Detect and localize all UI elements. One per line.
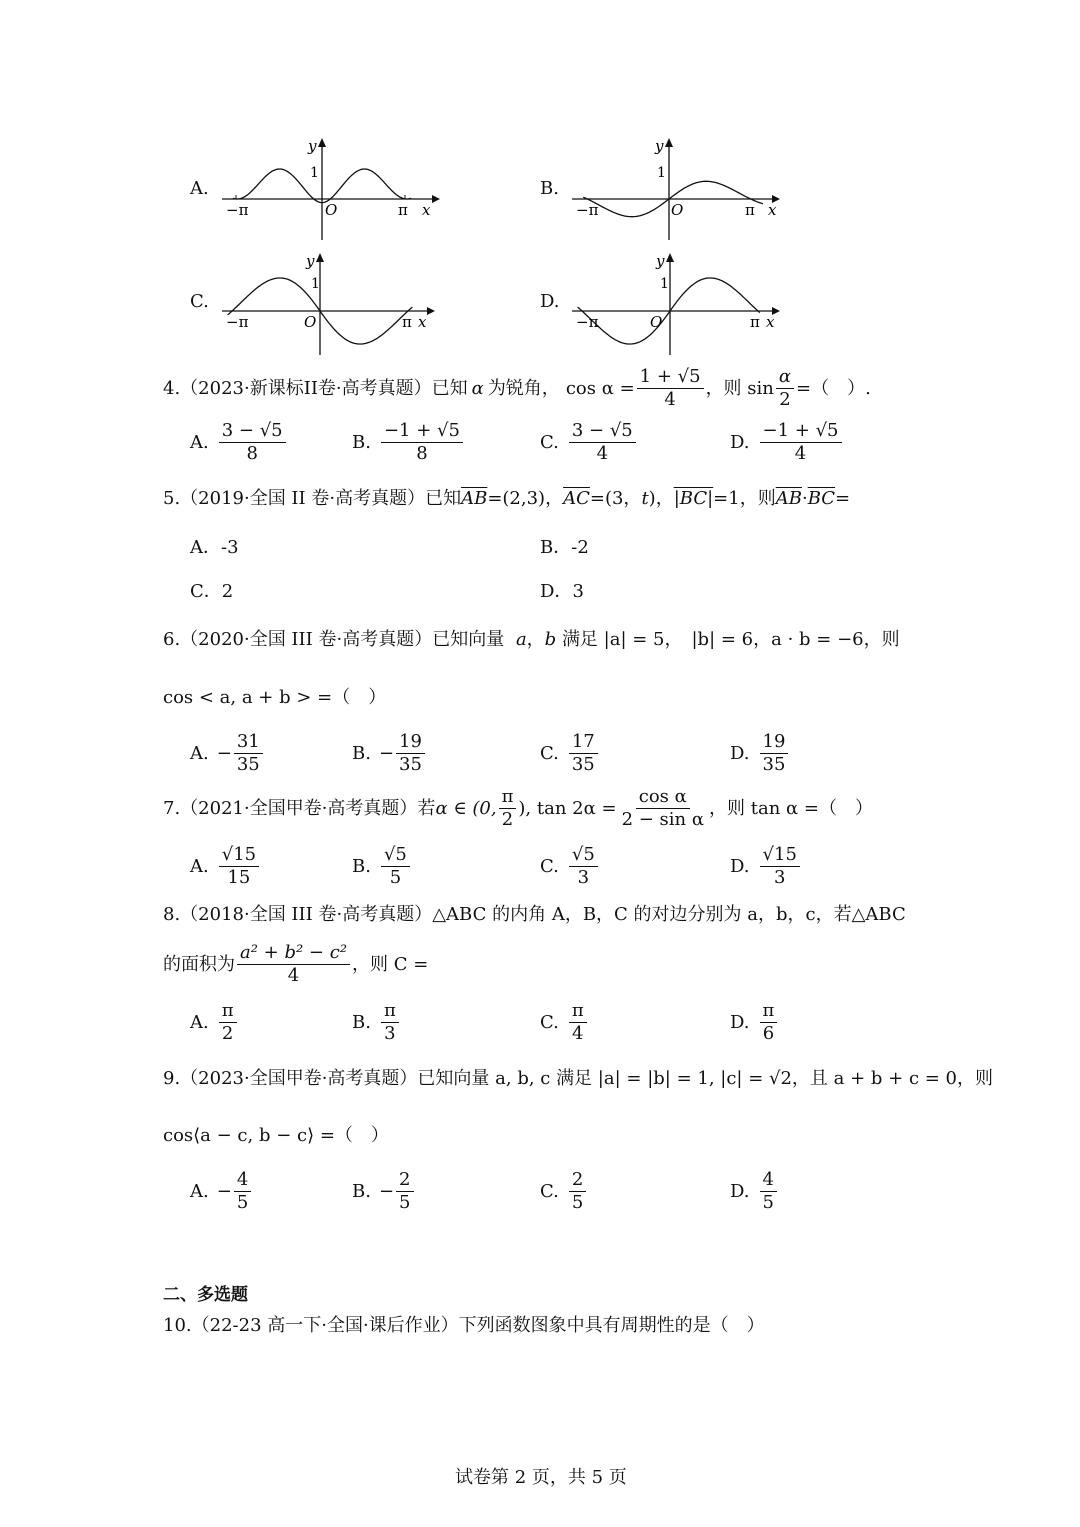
graph-d-label: D.	[540, 291, 560, 312]
page-footer: 试卷第 2 页，共 5 页	[455, 1467, 627, 1488]
graph-b-pi: π	[745, 201, 755, 219]
option-num: 19	[760, 731, 789, 754]
q5-ab-value: =(2,3)，	[487, 488, 564, 509]
option-den: 4	[596, 443, 609, 464]
graph-c-one: 1	[311, 276, 320, 292]
q8-option-c[interactable]	[540, 1000, 589, 1045]
option-label: A.	[190, 855, 209, 877]
option-den: 3	[577, 867, 590, 888]
q7-cond1: α ∈ (0,	[435, 797, 497, 819]
q5-ac-value: =(3，	[589, 488, 642, 509]
q5-option-d[interactable]	[540, 580, 584, 604]
option-den: 5	[389, 867, 402, 888]
graph-c-label: C.	[190, 291, 209, 312]
q9-option-a[interactable]	[190, 1169, 253, 1214]
option-den: 35	[399, 754, 422, 775]
q5-eq: =	[835, 488, 851, 509]
q7-rhs-num: cos α	[636, 786, 690, 809]
graph-d-y-label: y	[656, 252, 665, 270]
option-den: 5	[236, 1192, 249, 1213]
q6-sep: ，	[526, 629, 545, 650]
option-num: π	[381, 1000, 399, 1023]
option-den: 4	[572, 1023, 584, 1044]
option-label: D.	[730, 1180, 750, 1202]
q6-option-c[interactable]	[540, 731, 600, 776]
q9-line1: 9.（2023·全国甲卷·高考真题）已知向量 a, b, c 满足 |a| = |b| = 1, |c| = √2，且 a + b + c = 0，则	[163, 1068, 994, 1089]
option-label: B.	[352, 1011, 371, 1033]
option-label: B.	[352, 855, 371, 877]
q7-option-d[interactable]	[730, 844, 802, 889]
q4-option-c[interactable]	[540, 420, 638, 465]
option-den: 8	[416, 443, 428, 464]
q7-option-c[interactable]	[540, 844, 600, 889]
question-4	[163, 366, 871, 411]
option-num: 3 − √5	[219, 420, 286, 443]
option-label: C.	[540, 742, 559, 764]
q5-option-a[interactable]	[190, 536, 239, 560]
question-7	[163, 786, 873, 831]
graph-a-label: A.	[190, 178, 209, 199]
option-num: 3 − √5	[569, 420, 636, 443]
q4-option-a[interactable]	[190, 420, 288, 465]
q8-line2-prefix: 的面积为	[163, 953, 235, 975]
option-den: 5	[399, 1192, 411, 1213]
q8-line2-tail: ，则 C =	[352, 953, 429, 975]
option-label: D.	[730, 431, 750, 453]
q5-ac-close: )，	[648, 488, 674, 509]
option-num: −1 + √5	[381, 420, 463, 443]
option-label: A.	[190, 742, 209, 764]
q8-option-d[interactable]	[730, 1000, 779, 1045]
option-value: -3	[221, 537, 239, 558]
question-10: 10.（22-23 高一下·全国·课后作业）下列函数图象中具有周期性的是（ ）	[163, 1315, 765, 1336]
q4-tail: =（ ）.	[796, 377, 871, 399]
q6-option-a[interactable]	[190, 731, 265, 776]
option-den: 3	[384, 1023, 396, 1044]
q4-alpha: α	[471, 377, 484, 399]
option-den: 8	[246, 443, 258, 464]
q5-dot: ·	[801, 488, 808, 509]
graph-a-one: 1	[310, 165, 319, 181]
question-5	[163, 487, 850, 511]
graph-c-origin: O	[304, 313, 317, 331]
option-label: B.	[352, 431, 371, 453]
q4-sin-fraction	[776, 366, 794, 411]
q4-sin-num: α	[776, 366, 794, 389]
section-heading: 二、多选题	[163, 1285, 248, 1305]
option-num: π	[760, 1000, 778, 1023]
q5-abs-bc: |BC|	[673, 488, 714, 509]
graph-b-x-label: x	[768, 201, 777, 219]
q8-line1: 8.（2018·全国 III 卷·高考真题）△ABC 的内角 A，B，C 的对边分别为 a，b，c，若△ABC	[163, 904, 906, 925]
option-label: A.	[190, 1011, 209, 1033]
option-num: 31	[234, 731, 263, 754]
graph-a-pi: π	[398, 201, 408, 219]
q7-prefix: 7.（2021·全国甲卷·高考真题）若	[163, 797, 436, 819]
option-label: A．	[190, 537, 221, 558]
q4-mid2: ，则 sin	[705, 377, 774, 399]
option-num: 2	[569, 1169, 586, 1192]
graph-c-x-label: x	[418, 313, 427, 331]
option-value: -2	[571, 537, 589, 558]
q5-vector-ab: $\overline{AB}$	[461, 488, 488, 509]
q9-option-c[interactable]	[540, 1169, 588, 1214]
graph-c-y-label: y	[306, 252, 315, 270]
q9-line2: cos⟨a − c, b − c⟩ =（ ）	[163, 1125, 389, 1146]
q8-area-den: 4	[287, 965, 300, 986]
q7-rhs-den: 2 − sin α	[621, 809, 705, 830]
graph-d-one: 1	[660, 276, 669, 292]
option-label: C.	[540, 1011, 559, 1033]
graph-d-pi: π	[750, 313, 760, 331]
graph-d-origin: O	[650, 313, 663, 331]
q5-dot-ab: $\overline{AB}$	[775, 488, 802, 509]
option-label: D．	[540, 581, 573, 602]
option-num: π	[569, 1000, 587, 1023]
q8-area-num: a² + b² − c²	[237, 942, 350, 965]
option-den: 35	[571, 754, 595, 775]
q8-option-a[interactable]	[190, 1000, 239, 1045]
graph-d-x-label: x	[766, 313, 775, 331]
q6-condition: 满足 |a| = 5， |b| = 6，a · b = −6，则	[561, 629, 900, 650]
option-num: 4	[234, 1169, 251, 1192]
graph-a-neg-pi: −π	[226, 201, 249, 219]
q6-vector-b: b	[544, 629, 557, 650]
graph-b-label: B.	[540, 178, 559, 199]
q5-prefix: 5.（2019·全国 II 卷·高考真题）已知	[163, 488, 462, 509]
option-label: D.	[730, 1011, 750, 1033]
option-label: C.	[540, 1180, 559, 1202]
option-num: 4	[760, 1169, 777, 1192]
option-den: 35	[762, 754, 786, 775]
q5-vector-ac: $\overline{AC}$	[563, 488, 590, 509]
q8-line2	[163, 942, 428, 987]
option-value: 2	[221, 581, 234, 602]
graph-a-origin: O	[325, 201, 338, 219]
q4-cos-lhs: cos α =	[565, 377, 635, 399]
option-num: √15	[219, 844, 259, 867]
option-label: D.	[730, 855, 750, 877]
q6-option-b[interactable]	[352, 731, 427, 776]
q4-cos-fraction	[637, 366, 704, 411]
q7-option-a[interactable]	[190, 844, 261, 889]
graph-b-origin: O	[671, 201, 684, 219]
q5-option-c[interactable]	[190, 580, 233, 604]
graph-a	[222, 135, 442, 245]
q7-pi-den: 2	[501, 809, 514, 830]
option-den: 4	[794, 443, 807, 464]
graph-c-neg-pi: −π	[226, 313, 249, 331]
graph-a-x-label: x	[422, 201, 431, 219]
graph-b-neg-pi: −π	[576, 201, 599, 219]
graph-d	[572, 250, 792, 360]
option-sign: −	[378, 1180, 395, 1202]
q7-cond2: ), tan 2α =	[518, 797, 617, 819]
graph-b-one: 1	[657, 165, 666, 181]
option-label: D.	[730, 742, 750, 764]
option-num: √5	[381, 844, 410, 867]
question-6	[163, 628, 900, 652]
graph-d-neg-pi: −π	[576, 313, 599, 331]
q5-option-b[interactable]	[540, 536, 589, 560]
q6-vector-a: a	[515, 629, 527, 650]
q4-mid1: 为锐角，	[487, 377, 560, 399]
q7-tail: ，则 tan α =（ ）	[709, 797, 873, 819]
option-den: 6	[762, 1023, 775, 1044]
q5-t: t	[641, 488, 649, 509]
option-den: 5	[762, 1192, 774, 1213]
option-sign: −	[216, 1180, 232, 1202]
option-label: A.	[190, 431, 209, 453]
option-label: B．	[540, 537, 572, 558]
q7-pi-num: π	[499, 786, 517, 809]
option-label: A.	[190, 1180, 209, 1202]
option-label: B.	[352, 1180, 371, 1202]
option-sign: −	[216, 742, 232, 764]
option-num: π	[219, 1000, 237, 1023]
graph-b-y-label: y	[655, 137, 664, 155]
option-num: 19	[396, 731, 425, 754]
option-value: 3	[572, 581, 584, 602]
graph-c	[222, 250, 442, 360]
option-num: √15	[760, 844, 800, 867]
q6-option-d[interactable]	[730, 731, 790, 776]
q6-line1: 6.（2020·全国 III 卷·高考真题）已知向量	[163, 629, 505, 650]
option-den: 35	[236, 754, 260, 775]
option-den: 2	[221, 1023, 234, 1044]
q5-dot-bc: $\overline{BC}$	[807, 488, 836, 509]
q9-option-d[interactable]	[730, 1169, 779, 1214]
option-den: 3	[773, 867, 786, 888]
q4-option-d[interactable]	[730, 420, 844, 465]
option-num: √5	[569, 844, 598, 867]
graph-b	[572, 135, 792, 245]
graph-a-y-label: y	[308, 137, 317, 155]
q4-cos-num: 1 + √5	[637, 366, 704, 389]
option-num: −1 + √5	[760, 420, 842, 443]
option-label: C．	[190, 581, 222, 602]
option-label: C.	[540, 431, 559, 453]
q4-cos-den: 4	[664, 389, 676, 410]
option-sign: −	[378, 742, 395, 764]
option-num: 17	[569, 731, 598, 754]
option-label: B.	[352, 742, 371, 764]
q4-option-b[interactable]	[352, 420, 465, 465]
q7-option-b[interactable]	[352, 844, 412, 889]
option-label: C.	[540, 855, 559, 877]
option-num: 2	[396, 1169, 413, 1192]
q6-line2: cos < a, a + b > =（ ）	[163, 687, 387, 708]
option-den: 15	[227, 867, 251, 888]
q4-sin-den: 2	[779, 389, 791, 410]
q9-option-b[interactable]	[352, 1169, 416, 1214]
graph-c-pi: π	[402, 313, 412, 331]
q8-option-b[interactable]	[352, 1000, 401, 1045]
option-den: 5	[571, 1192, 584, 1213]
q5-bc-value: =1，则	[713, 488, 776, 509]
q4-prefix: 4.（2023·新课标II卷·高考真题）已知	[163, 377, 468, 399]
